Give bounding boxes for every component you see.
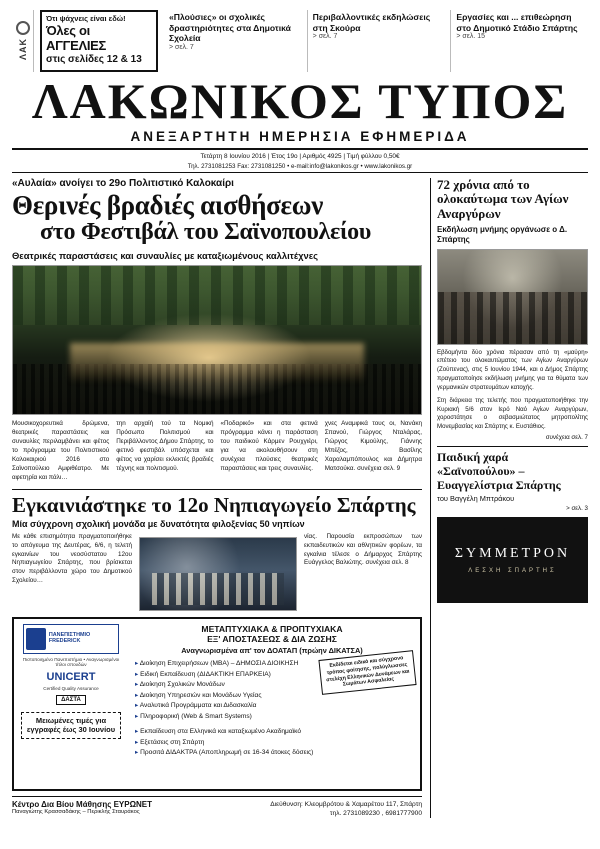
section-divider <box>12 489 422 490</box>
advert-right-column <box>129 624 415 784</box>
lead-body-col-1: Μουσικοχορευτικά δρώμενα, θεατρικές παραστάσεις και συναυλίες περιλαμβάνει και φέτος το πρόγραμμα του Πολιτιστικού Καλοκαιριού 2016 στο Σαϊνοπούλειο Αμφιθέατρο. Με αφετηρία και πάλι… <box>12 419 110 481</box>
university-mark-icon <box>26 628 46 650</box>
teaser-3[interactable] <box>450 10 588 72</box>
lead-body <box>12 420 422 483</box>
advert-title-3: Αναγνωρισμένα απ' τον ΔΟΑΤΑΠ (πρώην ΔΙΚΑΤΣΑ) <box>181 646 363 656</box>
right-headline[interactable]: 72 χρόνια από το ολοκαύτωμα των Αγίων Αναργύρων <box>437 176 569 221</box>
lead-body-col-4: χνες Αναμφικά τους οι, Νανάκη Σπανού, Γιώργος Νταλάρας, Γιώργος Κιμούλης, Γιάννης Μπέζος, Βασίλης Χαραλαμπόπουλος και Δήμητρα Ματσούκα. συνέχεια σελ. 9 <box>324 419 422 472</box>
lead-headline-line1: Θερινές βραδιές αισθήσεων <box>12 189 323 220</box>
right-page-ref: συνέχεια σελ. 7 <box>545 434 588 441</box>
photo-trees <box>13 266 421 325</box>
dasta-badge: ΔΑΣΤΑ <box>56 695 86 705</box>
university-logo <box>23 624 119 654</box>
advert-title-2: ΕΞ' ΑΠΟΣΤΑΣΕΩΣ & ΔΙΑ ΖΩΣΗΣ <box>207 634 337 645</box>
logo-badge-text: ΛΑΚ <box>17 38 28 61</box>
benefit-item: ▸ Εκπαίδευση στα Ελληνικά και καταξιωμένο Ακαδημαϊκό <box>135 727 415 738</box>
teaser-1[interactable] <box>164 10 301 72</box>
lead-body-col-3: «Ποδαρικό» και στα φετινά πρόγραμμα κάνει η παράσταση του παιδικού Κάρμεν Ρουχγιέρι, για να ακολουθήσουν στη συνέχεια πλούσιες θεατρικές παραστάσεις και τρεις συναυλίες. <box>220 419 318 472</box>
symmetron-brand: ΣΥΜΜΕΤΡΟΝ <box>454 546 571 562</box>
advert-benefits-list <box>135 727 415 759</box>
program-item: ▸ Διοίκηση Υπηρεσιών και Μονάδων Υγείας <box>135 691 415 702</box>
advert-footer-left <box>12 800 152 815</box>
second-standfirst: Μία σύγχρονη σχολική μονάδα με δυνατότητα φιλοξενίας 50 νηπίων <box>12 518 305 529</box>
program-item: ▸ Διοίκηση Επιχειρήσεων (ΜΒΑ) – ΔΗΜΟΣΙΑ ΔΙΟΙΚΗΣΗ <box>135 659 415 670</box>
advert-offer-box <box>21 712 121 739</box>
issue-meta-line1: Τετάρτη 8 Ιουνίου 2016 | Έτος 19ο | Αριθμός 4925 | Τιμή φύλλου 0,50€ <box>200 153 400 160</box>
advert-phone: τηλ. 2731089230 , 6981777900 <box>329 809 422 817</box>
advert-offer-line2: εγγραφές έως 30 Ιουνίου <box>26 725 116 735</box>
symmetron-advert[interactable] <box>437 517 588 603</box>
right-page-ref-2: > σελ. 3 <box>566 505 588 513</box>
lead-kicker: «Αυλαία» ανοίγει το 29ο Πολιτιστικό Καλοκαίρι <box>12 177 234 189</box>
teaser-1-text: «Πλούσιες» οι σχολικές δραστηριότητες στα Δημοτικά Σχολεία <box>169 12 291 44</box>
advert-center-name: Κέντρο Δια Βίου Μάθησης ΕΥΡΩΝΕΤ <box>12 799 153 809</box>
university-tagline: Πιστοποιημένο Πανεπιστήμιο • Αναγνωρισμένοι τίτλοι σπουδών <box>22 656 120 668</box>
teaser-2-text: Περιβαλλοντικές εκδηλώσεις στη Σκούρα <box>312 12 431 33</box>
bottom-advert[interactable] <box>12 617 422 791</box>
paper-subtitle: ΑΝΕΞΑΡΤΗΤΗ ΗΜΕΡΗΣΙΑ ΕΦΗΜΕΡΙΔΑ <box>130 129 470 144</box>
advert-footer <box>12 796 422 818</box>
memorial-ceremony-photo <box>437 249 588 345</box>
advert-address: Διεύθυνση: Κλεομβρότου & Χαμαρέτου 117, Σπάρτη <box>270 800 422 808</box>
issue-meta <box>12 150 588 171</box>
program-item: ▸ Αναλυτικά Προγράμματα και Διδασκαλία <box>135 701 415 712</box>
lead-headline[interactable] <box>12 191 422 246</box>
benefit-item: ▸ Εξετάσεις στη Σπάρτη <box>135 738 415 749</box>
classifieds-promo[interactable] <box>40 10 158 72</box>
lead-standfirst: Θεατρικές παραστάσεις και συναυλίες με καταξιωμένους καλλιτέχνες <box>12 249 319 261</box>
teaser-3-page: > σελ. 15 <box>456 33 485 41</box>
paper-logo <box>12 10 34 72</box>
advert-center-people: Παναγιώτης Κρασσαδάκης – Περικλής Σταυράκος <box>12 808 140 815</box>
right-divider <box>437 446 588 447</box>
paper-title: ΛΑΚΩΝΙΚΟΣ ΤΥΠΟΣ <box>31 73 569 129</box>
benefit-item: ▸ Προσιτά ΔΙΔΑΚΤΡΑ (Απoπληρωμή σε 16-34 άτοκες δόσεις) <box>135 748 415 759</box>
right-caption-1: Εβδομήντα δύο χρόνια πέρασαν από τη «μαύρη» επέτειο του ολοκαυτώματος των Αγίων Αναργύρων (Ζούπενας), στις 5 Ιουνίου 1944, και ο Δήμος Σπάρτης πραγματοποίησε εκδήλωση μνήμης για τα θύματα των γερμανικών στρατευμάτων κατοχής. <box>437 348 588 391</box>
second-body <box>12 533 422 611</box>
kindergarten-opening-photo <box>139 537 297 611</box>
symmetron-subtitle: ΛΕΣΧΗ ΣΠΑΡΤΗΣ <box>468 568 557 575</box>
advert-stamp: Εκδίδεται ειδικό και σύγχρονο τρόπος φοίτησης, πολύγλωσσες στελέχη Ελληνικών Δυνάμεων και Σωμάτων Ασφαλείας <box>318 650 416 695</box>
right-headline-2[interactable]: Παιδική χαρά «Σαϊνοπούλου» – Ευαγγελίστρια Σπάρτης <box>437 450 561 492</box>
issue-meta-line2: Τηλ. 2731081253 Fax: 2731081250 • e-mail:info@lakonikos.gr • www.lakonikos.gr <box>187 162 413 170</box>
program-item: ▸ Πληροφορική (Web & Smart Systems) <box>135 712 415 723</box>
teaser-1-page: > σελ. 7 <box>169 44 194 52</box>
right-byline: του Βαγγέλη Μπτράκου <box>437 494 515 504</box>
advert-title-1: ΜΕΤΑΠΤΥΧΙΑΚΑ & ΠΡΟΠΤΥΧΙΑΚΑ <box>201 623 343 634</box>
unicert-logo: UNICERT <box>46 671 96 684</box>
lead-body-col-2: τηn αρχαίή τού τα Νομική Πρόσωπο Πολιτισμού και Περιβάλλοντος Δήμου Σπάρτης, το φετινό φεστιβάλ υπόσχεται και φέτος να χαρίσει εκλεκτές βραδιές τέχνης και πολιτισμού. <box>116 419 214 472</box>
photo-crowd <box>13 364 421 414</box>
top-strip <box>12 10 588 72</box>
second-body-left: Με κάθε επισημότητα πραγματοποιήθηκε το απόγευμα της Δευτέρας, 6/6, η τελετή εγκαινίων του νεοσύστατου 12ου Νηπιαγωγείου Σπάρτης, που βρίσκεται στον περιβάλλοντα χώρο του Δημοτικού Σχολείου… <box>12 532 132 585</box>
second-headline[interactable]: Εγκαινιάστηκε το 12ο Νηπιαγωγείο Σπάρτης <box>12 492 416 517</box>
lead-headline-line2: στο Φεστιβάλ του Σαϊνοπουλείου <box>40 219 371 246</box>
second-body-right: νίας. Παρουσία εκπροσώπων των εκπαιδευτικών και αθλητικών φορέων, τα εγκαίνια τέλεσε ο Δήμαρχος Σπάρτης Ευάγγελος Βαλιώτης. συνέχεια σελ. 8 <box>304 532 422 567</box>
circle-icon <box>16 21 30 35</box>
classifieds-line1: Ότι ψάχνεις είναι εδώ! <box>46 14 126 23</box>
teaser-2-page: > σελ. 7 <box>312 33 338 41</box>
unicert-tagline: Certified Quality Assurance <box>43 686 99 692</box>
program-item: ▸ Ειδική Εκπαίδευση (ΔΙΔΑΚΤΙΚΗ ΕΠΑΡΚΕΙΑ) <box>135 670 415 681</box>
program-item: ▸ Διοίκηση Σχολικών Μονάδων <box>135 680 415 691</box>
advert-footer-right <box>270 800 422 818</box>
main-column <box>12 178 422 818</box>
university-name: ΠΑΝΕΠΙΣΤΗΜΙΟ FREDERICK <box>48 631 91 644</box>
advert-offer-line1: Μειωμένες τιμές για <box>35 715 107 725</box>
teaser-2[interactable] <box>307 10 445 72</box>
rule-thin <box>12 172 588 173</box>
right-subhead: Εκδήλωση μνήμης οργάνωσε ο Δ. Σπάρτης <box>437 224 568 244</box>
classifieds-line2: Όλες οι ΑΓΓΕΛΙΕΣ <box>46 22 107 53</box>
open-air-theatre-photo <box>12 265 422 415</box>
teaser-3-text: Εργασίες και ... επιθεώρηση στο Δημοτικό Στάδιο Σπάρτης <box>456 12 578 33</box>
right-caption-2: Στη διάρκεια της τελετής που πραγματοποιήθηκε την Κυριακή 5/6 στον Ιερό Ναό Αγίων Αναργύρων, χοροστάτησε ο σεβασμιώτατος μητροπολίτης Μονεμβασίας και Σπάρτης κ. Ευστάθιος. <box>437 396 588 431</box>
content-grid <box>12 178 588 818</box>
masthead <box>12 73 588 144</box>
classifieds-line3: στις σελίδες 12 & 13 <box>46 53 142 65</box>
advert-left-column <box>19 624 123 784</box>
right-column <box>430 178 588 818</box>
